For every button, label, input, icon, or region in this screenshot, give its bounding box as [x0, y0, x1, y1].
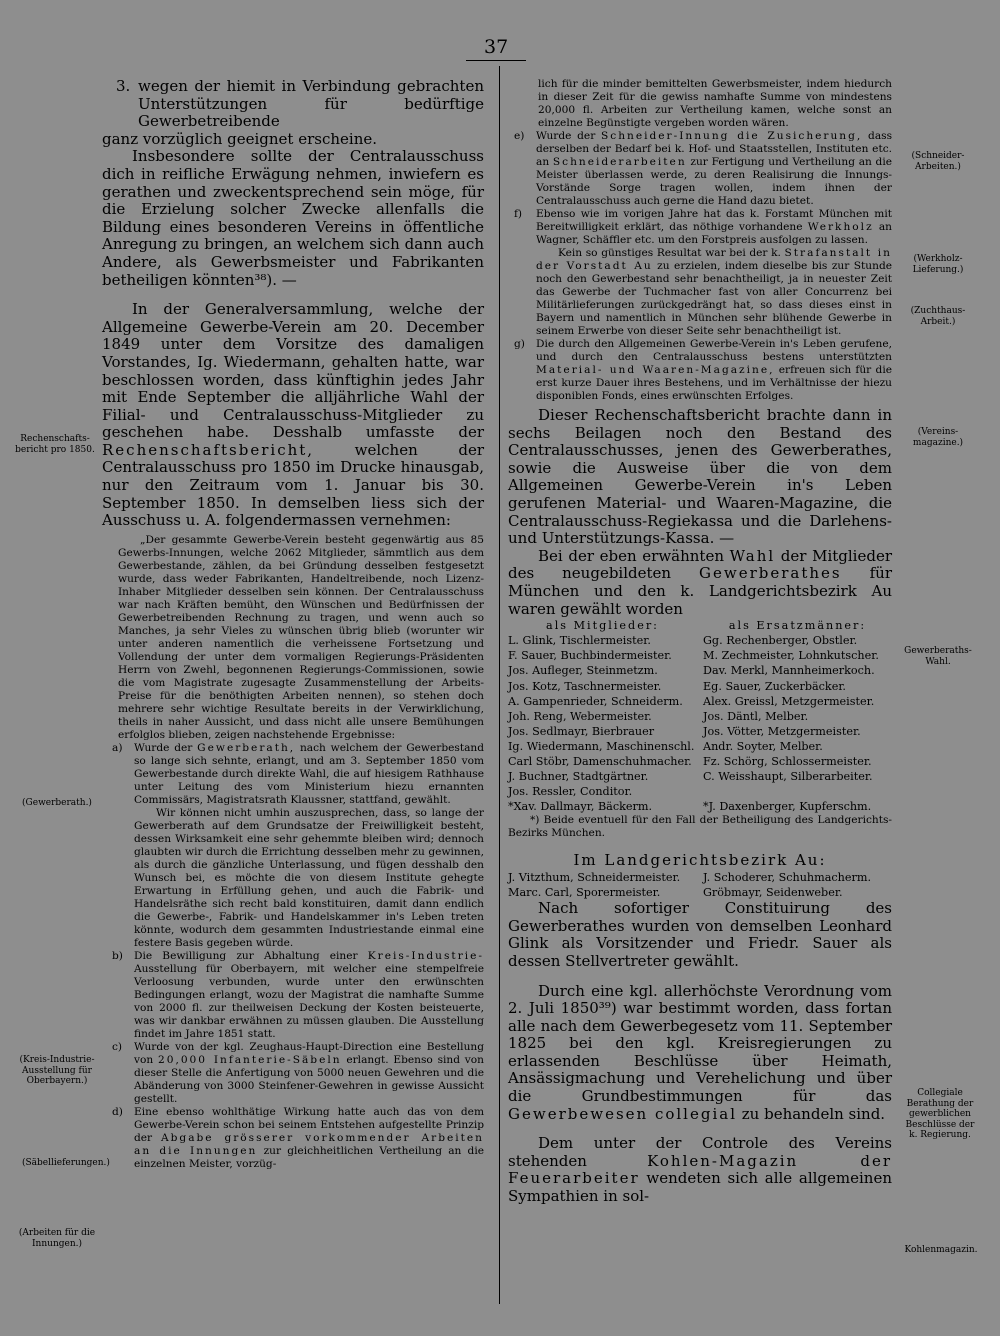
sidenote-vereinsmag: (Vereins-magazine.): [912, 427, 964, 448]
sidenote-schneider: (Schneider-Arbeiten.): [911, 151, 965, 172]
list-item-d: [112, 1106, 484, 1171]
paragraph: [508, 1135, 892, 1205]
item-text: [134, 950, 484, 1041]
paragraph: Wir können nicht umhin auszusprechen, dass, so lange der Gewerberath auf dem Grundsatze der Freiwilligkeit besteht, dessen Wirksamkeit eine sehr gehemmte bleiben wird; dennoch glaubten wir durch die Errichtung desselben mehr zu gewinnen, als durch die gänzliche Unterlassung, und fügen desshalb den Wunsch bei, es möchte die von diesem Institute gehegte Erwartung in Erfüllung gehen, und auch die Fabrik- und Handelsräthe sich recht bald konstituiren, damit dann endlich die Gewerbe-, Fabrik- und Handelskammer in's Leben treten könnte, wodurch dem gesammten Industriestande einmal eine festere Basis gegeben würde.: [134, 806, 484, 949]
text-run: an Wagner, Schäffler etc. um den Forstpreis ausfolgen zu lassen.: [536, 221, 892, 246]
spaced-text: Rechenschaftsbericht,: [102, 440, 315, 459]
item-label: e): [514, 130, 525, 142]
item-label: a): [112, 741, 123, 754]
item-label: g): [514, 338, 525, 350]
text-run: der Mitglieder des neugebildeten: [508, 546, 893, 583]
paragraph: ganz vorzüglich geeignet erscheine.: [102, 129, 378, 148]
substitute-name: C. Weisshaupt, Silberarbeiter.: [703, 770, 873, 784]
list-item-f: [514, 208, 892, 247]
member-name: Ig. Wiedermann, Maschinenschl.: [508, 739, 695, 753]
text-run: Wurde der: [134, 741, 198, 754]
paragraph: Nach sofortiger Constituirung des Gewerberathes wurden von demselben Leonhard Glink als Vorsitzender und Friedr. Sauer als dessen Stellvertreter gewählt.: [508, 899, 892, 970]
member-name: Jos. Aufleger, Steinmetzm.: [508, 664, 658, 678]
text-run: Die durch den Allgemeinen Gewerbe-Verein in's Leben gerufene, und durch den Centralausschuss bestens unterstützten: [536, 338, 892, 363]
spaced-text: Werkholz: [807, 221, 874, 233]
text-run: Kein so günstiges Resultat war bei der k.: [558, 247, 785, 259]
item-text: [134, 742, 484, 807]
sidenote-kreis: (Kreis-Industrie-Ausstellung für Oberbayern.): [19, 1055, 95, 1086]
spaced-text: Wahl: [729, 546, 776, 565]
text-run: Ausstellung für Oberbayern, mit welcher eine stempelfreie Verloosung verbunden, wurde unter den erwünschten Bedingungen erlangt, wozu der Magistrat die namhafte Summe von 2000 fl. zur theilweisen Deckung der Kosten beisteuerte, was wir dankbar erwähnen zu müssen glauben. Die Ausstellung findet im Jahre 1851 statt.: [134, 962, 484, 1040]
text-run: erfreuen sich für die erst kurze Dauer ihres Bestehens, und im Verhältnisse der hiezu disponiblen Fonds, eines erwünschten Erfolges.: [536, 364, 892, 402]
column-divider: [499, 66, 500, 1304]
text-run: Durch eine kgl. allerhöchste Verordnung vom 2. Juli 1850³⁹) war bestimmt worden, dass fortan alle nach dem Gewerbegesetz vom 11. September 1825 bei den kgl. Kreisregierungen zu erlassenden Beschlüsse über Heimath, Ansässigmachung und Verehelichung und über die Grundbestimmungen für das: [508, 981, 892, 1106]
sidenote-gewerberathswahl: Gewerberaths-Wahl.: [904, 646, 972, 667]
page-number: 37: [484, 36, 509, 58]
left-column: [102, 78, 484, 1171]
list-item-e: [514, 130, 892, 208]
list-item-a: [112, 742, 484, 807]
text-run: für München und den k. Landgerichtsbezirk Au waren gewählt worden: [508, 564, 892, 618]
members-head-left: als Mitglieder:: [546, 619, 659, 633]
text-run: Dem unter der Controle des Vereins stehenden: [508, 1134, 892, 1170]
spaced-text: Kohlen-Magazin der Feuerarbeiter: [508, 1151, 892, 1188]
item-text: [134, 1106, 484, 1171]
list-item-g: [514, 338, 892, 403]
member-name: J. Buchner, Stadtgärtner.: [508, 770, 649, 784]
substitute-name: M. Zechmeister, Lohnkutscher.: [703, 649, 879, 663]
substitute-name: Dav. Merkl, Mannheimerkoch.: [703, 664, 875, 678]
list-item-c: [112, 1041, 484, 1106]
member-name: Carl Stöbr, Damenschuhmacher.: [508, 754, 692, 768]
substitute-name: Jos. Däntl, Melber.: [703, 709, 809, 723]
paragraph: Dieser Rechenschaftsbericht brachte dann in sechs Beilagen noch den Bestand des Centralausschusses, jenen des Gewerberathes, sowie die Ausweise über die von dem Allgemeinen Gewerbe-Verein in's Leben gerufenen Material- und Waaren-Magazine, die Centralausschuss-Regiekassa und die Darlehens- und Unterstützungs-Kassa. —: [508, 406, 892, 548]
member-name: F. Sauer, Buchbindermeister.: [508, 649, 672, 663]
substitute-name: Gg. Rechenberger, Obstler.: [703, 634, 858, 648]
text-run: zu behandeln sind.: [737, 1104, 886, 1123]
sidenote-arbeiten: (Arbeiten für die Innungen.): [18, 1228, 96, 1249]
spaced-text: Kreis-Industrie-: [367, 949, 484, 962]
sidenote-saebel: (Säbellieferungen.): [22, 1158, 110, 1168]
item-label: f): [514, 208, 523, 220]
substitute-name: Jos. Vötter, Metzgermeister.: [703, 724, 861, 738]
text-run: welchen der Centralausschuss pro 1850 im Drucke hinausgab, nur den Zeitraum vom 1. Januar bis 30. September 1850. In demselben liess sich der Ausschuss u. A. folgendermassen vernehmen:: [102, 440, 484, 530]
substitute-name: Andr. Soyter, Melber.: [703, 739, 823, 753]
item-text: [536, 208, 892, 247]
paragraph: [508, 548, 892, 618]
item-text: [536, 338, 892, 403]
text-run: Die Bewilligung zur Abhaltung einer: [134, 949, 368, 962]
members-footnote: *) Beide eventuell für den Fall der Betheiligung des Landgerichts-Bezirks München.: [508, 814, 892, 840]
sidenote-collegiale: Collegiale Berathung der gewerblichen Beschlüsse der k. Regierung.: [905, 1088, 975, 1140]
au-member-name: J. Vitzthum, Schneidermeister.: [508, 870, 681, 884]
sidenote-kohlen: Kohlenmagazin.: [904, 1245, 978, 1255]
quote-paragraph: „Der gesammte Gewerbe-Verein besteht gegenwärtig aus 85 Gewerbs-Innungen, welche 2062 Mitglieder, sämmtlich aus dem Gewerbestande, zählen, da bei Gründung desselben festgesetzt wurde, dass weder Fabrikanten, Handeltreibende, noch Lizenz-Inhaber Mitglieder desselben sein können. Der Centralausschuss war nach Kräften bemüht, den Wünschen und Bedürfnissen der Gewerbetreibenden Rechnung zu tragen, und wenn auch so Manches, ja sehr Vieles zu wünschen übrig blieb (worunter wir unter anderen namentlich die verheissene Fortsetzung und Vollendung der unter dem vormaligen Regierungs-Präsidenten Herrn von Zwehl, begonnenen Regierungs-Commissionen, sowie die vom Magistrate zugesagte Zusammenstellung der Arbeits-Preise für die benöthigten Arbeiten nennen), so stehen doch mehrere sehr wichtige Resultate bereits in der Verwirklichung, theils in naher Aussicht, und dass nicht alle unsere Bemühungen erfolglos blieben, zeigen nachstehende Ergebnisse:: [118, 533, 484, 741]
member-name: A. Gampenrieder, Schneiderm.: [508, 694, 683, 708]
paragraph: [536, 247, 892, 338]
member-name: Jos. Sedlmayr, Bierbrauer: [508, 724, 655, 738]
au-substitute-name: Gröbmayr, Seidenweber.: [703, 886, 843, 900]
au-table: [508, 870, 892, 900]
text-run: Eine ebenso wohlthätige Wirkung hatte auch das von dem Gewerbe-Verein schon bei seinem Entstehen aufgestellte Prinzip der: [134, 1105, 484, 1144]
spaced-text: 20,000 Infanterie-Säbeln: [157, 1053, 342, 1066]
member-name: Jos. Kotz, Taschnermeister.: [508, 679, 662, 693]
paragraph: lich für die minder bemittelten Gewerbsmeister, indem hiedurch in dieser Zeit für die gewiss namhafte Summe von mindestens 20,000 fl. Arbeiten zur Vertheilung kamen, welche sonst an einzelne Begünstigte vergeben worden wären.: [538, 78, 892, 129]
text-run: In der Generalversammlung, welche der Allgemeine Gewerbe-Verein am 20. December 1849 unter dem Vorsitze des damaligen Vorstandes, Ig. Wiedermann, gehalten hatte, war beschlossen worden, dass künftighin jedes Jahr mit Ende September die alljährliche Wahl der Filial- und Centralausschuss-Mitglieder zu geschehen habe. Desshalb umfasste der: [102, 300, 484, 442]
spaced-text: Gewerberathes: [699, 564, 842, 583]
sidenote-rechenschaft: Rechenschafts-bericht pro 1850.: [15, 434, 95, 455]
member-name: Joh. Reng, Webermeister.: [508, 709, 652, 723]
substitute-name: [703, 784, 892, 799]
item-text: [134, 1041, 484, 1106]
text-run: nach welchem der Gewerbestand so lange sich sehnte, erlangt, und am 3. September 1850 vom Gewerbestande durch direkte Wahl, die auf hiesigem Rathhause unter Leitung des vom Ministerium hiezu ernannten Commissärs, Magistratsrath Klaussner, stattfand, gewählt.: [134, 741, 485, 806]
paragraph: Insbesondere sollte der Centralausschuss dich in reifliche Erwägung nehmen, inwiefern es gerathen und zweckentsprechend sein möge, für die Erzielung solcher Zwecke allenfalls die Bildung eines besonderen Vereins in öffentliche Anregung zu bringen, an welchem sich dann auch Andere, als Gewerbsmeister und Fabrikanten betheiligen könnten³⁸). —: [102, 147, 484, 289]
text-run: wendeten sich alle allgemeinen Sympathien in sol-: [508, 1169, 892, 1206]
spaced-text: Schneiderarbeiten: [552, 156, 687, 168]
text-run: zu erzielen, indem dieselbe bis zur Stunde noch den Gewerbestand sehr benachtheiligt, ja in neuester Zeit das Gewerbe der Tuchmacher fast von aller Concurrenz bei Militärlieferungen zurückgedrängt hat, so dass dieses einst in Bayern und namentlich in München sehr blühende Gewerbe in seinem Erwerbe von dieser Seite sehr benachtheiligt ist.: [536, 260, 892, 337]
text-run: Ebenso wie im vorigen Jahre hat das k. Forstamt München mit Bereitwilligkeit erklärt, das nöthige vorhandene: [536, 208, 892, 233]
substitute-name: Fz. Schörg, Schlossermeister.: [703, 754, 872, 768]
member-name: L. Glink, Tischlermeister.: [508, 634, 651, 648]
au-substitute-name: J. Schoderer, Schuhmacherm.: [703, 870, 872, 884]
paragraph: [508, 983, 892, 1124]
text-run: Bei der eben erwähnten: [538, 546, 730, 565]
spaced-text: Schneider-Innung die Zusicherung,: [601, 130, 863, 142]
members-table: [508, 618, 892, 814]
substitute-name: Eg. Sauer, Zuckerbäcker.: [703, 679, 846, 693]
substitute-name: Alex. Greissl, Metzgermeister.: [703, 694, 875, 708]
member-name: *Xav. Dallmayr, Bäckerm.: [508, 800, 653, 814]
item-text: [536, 130, 892, 208]
item-label: c): [112, 1040, 123, 1053]
au-heading: Im Landgerichtsbezirk Au:: [573, 851, 827, 870]
right-column: [508, 78, 892, 1206]
text-run: Wurde von der kgl. Zeughaus-Haupt-Direction eine Bestellung von: [134, 1040, 484, 1066]
item-label: 3.: [116, 77, 131, 95]
members-head-right: als Ersatzmänner:: [728, 619, 867, 633]
text-run: zur Fertigung und Vertheilung an die Meister überlassen werde, zu deren Realisirung die Innungs-Vorstände Sorge tragen wollen, indem ihnen der Centralausschuss auch gerne die Hand dazu bietet.: [536, 156, 892, 207]
item-label: b): [112, 949, 123, 962]
spaced-text: Strafanstalt in der Vorstadt Au: [536, 247, 893, 272]
item-label: d): [112, 1105, 123, 1118]
sidenote-zuchthaus: (Zuchthaus-Arbeit.): [910, 306, 966, 327]
text-run: zur gleichheitlichen Vertheilung an die einzelnen Meister, vorzüg-: [134, 1144, 484, 1170]
sidenote-gewerberath: (Gewerberath.): [22, 798, 92, 808]
spaced-text: Abgabe grösserer vorkommender Arbeiten an die Innungen: [134, 1131, 484, 1157]
spaced-text: Gewerbewesen collegial: [508, 1104, 737, 1123]
top-rule: [466, 60, 526, 61]
item-text: wegen der hiemit in Verbindung gebrachten Unterstützungen für bedürftige Gewerbetreibende: [138, 77, 484, 131]
au-member-name: Marc. Carl, Sporermeister.: [508, 886, 661, 900]
list-item-b: [112, 950, 484, 1041]
spaced-text: Material- und Waaren-Magazine,: [536, 364, 775, 376]
numbered-item-3: [116, 78, 484, 131]
sidenote-werkholz: (Werkholz-Lieferung.): [912, 254, 964, 275]
member-name: Jos. Ressler, Conditor.: [508, 785, 633, 799]
paragraph: [102, 301, 484, 530]
text-run: erlangt. Ebenso sind von dieser Stelle die Anfertigung von 5000 neuen Gewehren und die Abänderung von 3000 Steinfener-Gewehren in gewisse Aussicht gestellt.: [134, 1053, 484, 1105]
text-run: Wurde der: [536, 130, 602, 142]
substitute-name: *J. Daxenberger, Kupferschm.: [703, 800, 872, 814]
spaced-text: Gewerberath,: [197, 741, 296, 754]
text-run: dass derselben der Bedarf bei k. Hof- und Staatsstellen, Instituten etc. an: [536, 130, 893, 168]
